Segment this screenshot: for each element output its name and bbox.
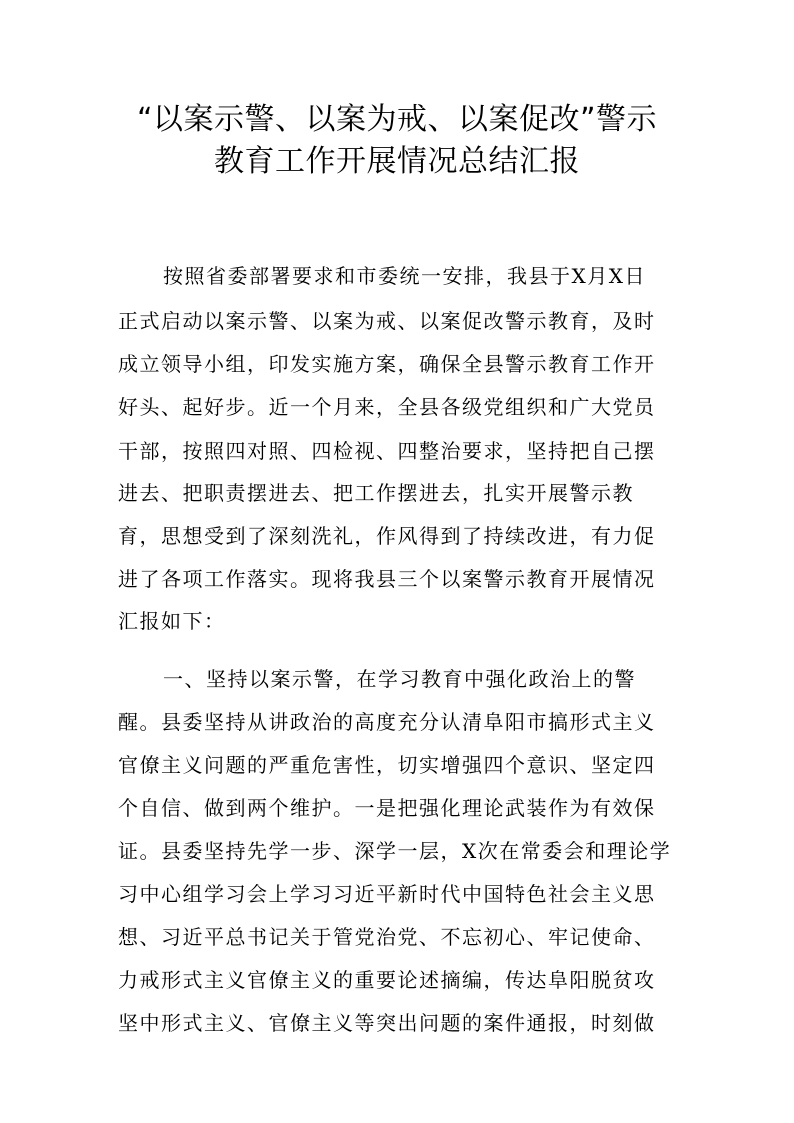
paragraph-2-line-8: 力戒形式主义官僚主义的重要论述摘编，传达阜阳脱贫攻	[118, 968, 656, 992]
paragraph-2-line-5: 证。县委坚持先学一步、深学一层，X次在常委会和理论学	[118, 839, 672, 863]
paragraph-2-line-3: 官僚主义问题的严重危害性，切实增强四个意识、坚定四	[118, 753, 656, 777]
paragraph-1-line-7: 育，思想受到了深刻洗礼，作风得到了持续改进，有力促	[118, 524, 656, 548]
paragraph-1-line-5: 干部，按照四对照、四检视、四整治要求，坚持把自己摆	[118, 439, 656, 463]
paragraph-2-line-1: 一、坚持以案示警，在学习教育中强化政治上的警	[163, 667, 636, 691]
paragraph-2-line-4: 个自信、做到两个维护。一是把强化理论武装作为有效保	[118, 796, 656, 820]
paragraph-1-line-8: 进了各项工作落实。现将我县三个以案警示教育开展情况	[118, 567, 656, 591]
paragraph-1-line-2: 正式启动以案示警、以案为戒、以案促改警示教育，及时	[118, 309, 656, 333]
paragraph-2-line-2: 醒。县委坚持从讲政治的高度充分认清阜阳市搞形式主义	[118, 710, 656, 734]
document-title-line-2: 教育工作开展情况总结汇报	[214, 144, 580, 179]
paragraph-1-line-9: 汇报如下：	[118, 609, 226, 633]
paragraph-1-line-3: 成立领导小组，印发实施方案，确保全县警示教育工作开	[118, 352, 656, 376]
paragraph-2-line-6: 习中心组学习会上学习习近平新时代中国特色社会主义思	[118, 882, 656, 906]
paragraph-1-line-1: 按照省委部署要求和市委统一安排，我县于X月X日	[163, 264, 646, 288]
document-title-line-1: “以案示警、以案为戒、以案促改”警示	[136, 102, 658, 137]
paragraph-2-line-7: 想、习近平总书记关于管党治党、不忘初心、牢记使命、	[118, 925, 656, 949]
paragraph-2-line-9: 坚中形式主义、官僚主义等突出问题的案件通报，时刻做	[118, 1011, 656, 1035]
paragraph-1-line-6: 进去、把职责摆进去、把工作摆进去，扎实开展警示教	[118, 481, 634, 505]
paragraph-1-line-4: 好头、起好步。近一个月来，全县各级党组织和广大党员	[118, 395, 656, 419]
